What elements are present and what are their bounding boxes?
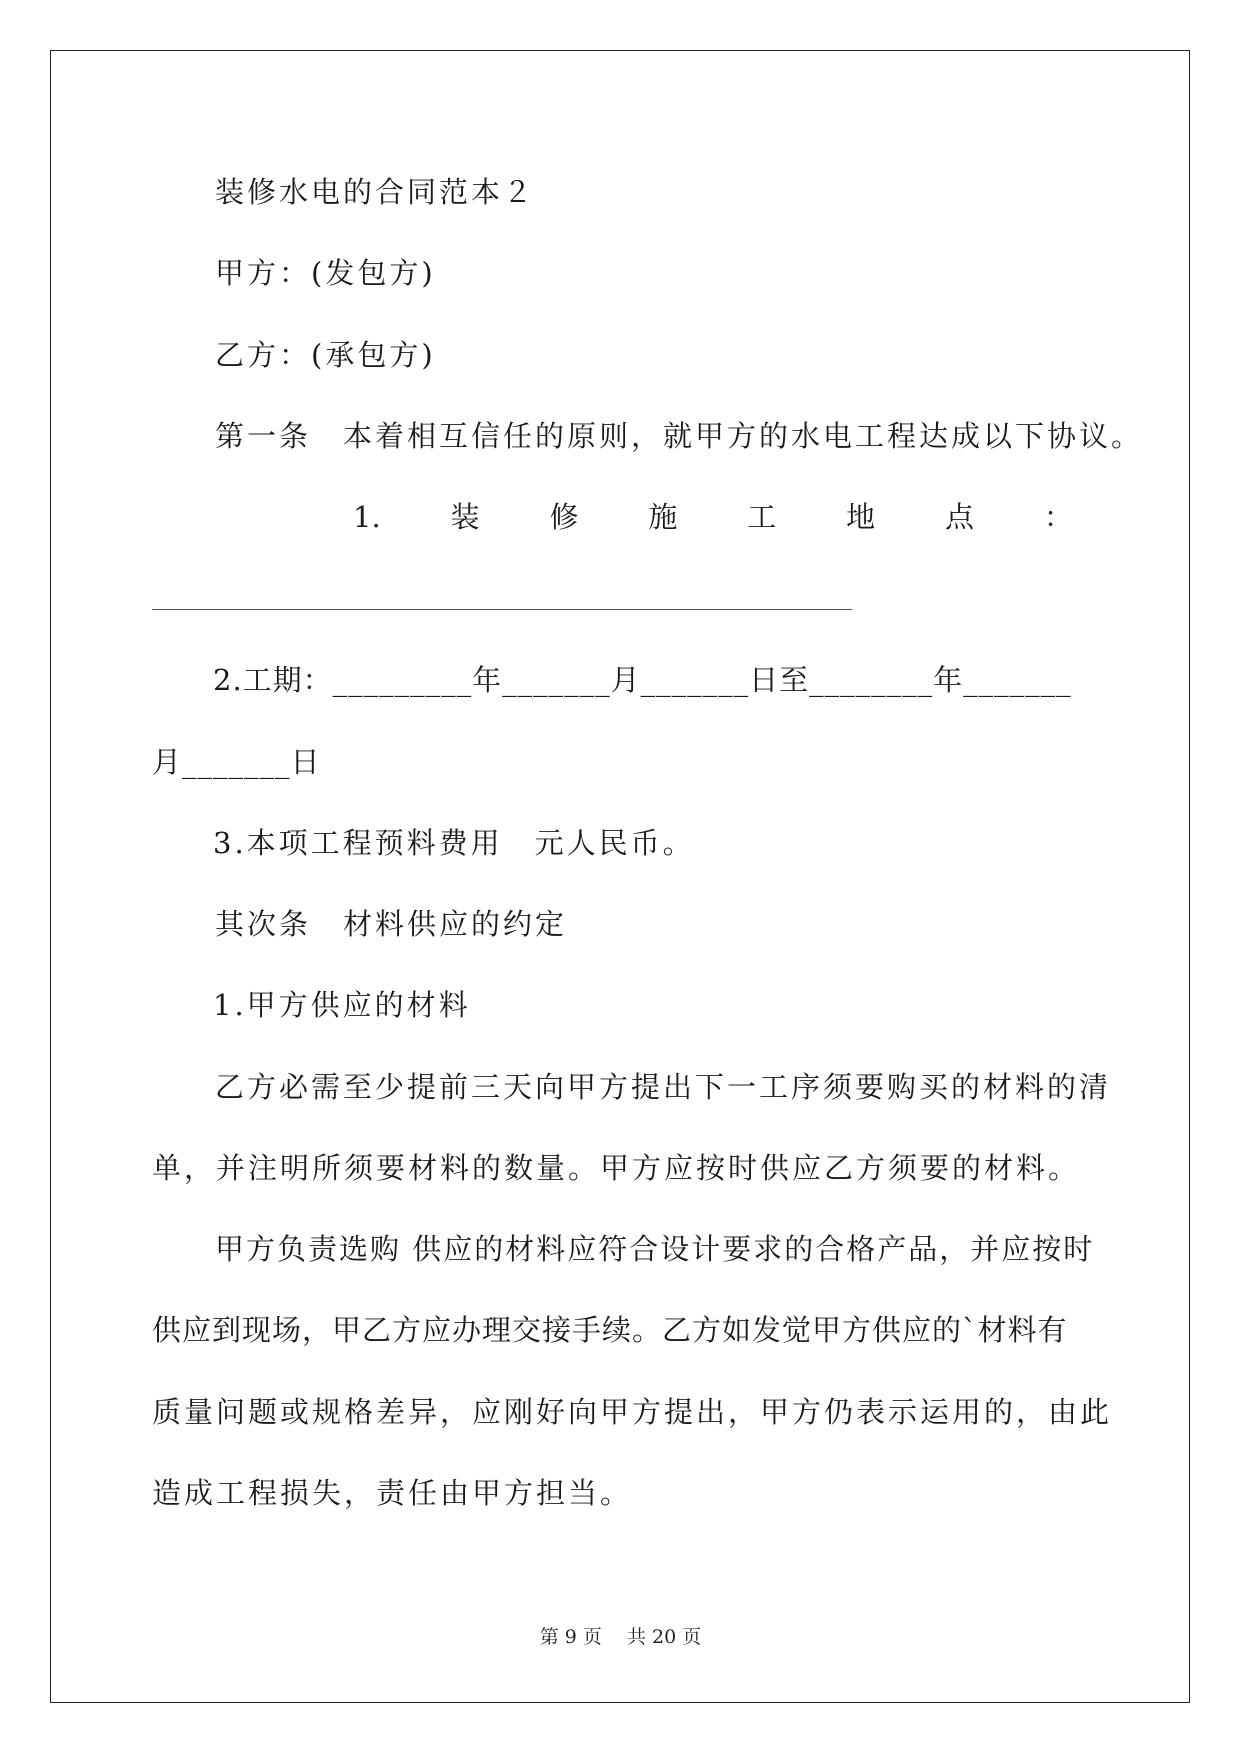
item-1-construction-site — [353, 500, 1073, 534]
item-1-part: 施 — [648, 500, 678, 534]
paragraph-2-line-3: 质量问题或规格差异，应刚好向甲方提出，甲方仍表示运用的，由此 — [152, 1395, 1113, 1429]
item-1-part: 1. — [353, 500, 381, 534]
item-3-cost: 3.本项工程预料费用 元人民币。 — [213, 826, 695, 860]
item-2-period-line-1: 2.工期：_________年_______月_______日至________年_______ — [213, 663, 1072, 697]
article-1: 第一条 本着相互信任的原则，就甲方的水电工程达成以下协议。 — [215, 419, 1144, 453]
item-1-part: 装 — [450, 500, 480, 534]
article-2: 其次条 材料供应的约定 — [215, 907, 568, 941]
item-1-part: 工 — [747, 500, 777, 534]
paragraph-1-line-1: 乙方必需至少提前三天向甲方提出下一工序须要购买的材料的清 — [215, 1070, 1112, 1104]
item-1-part: 修 — [549, 500, 579, 534]
item-2-period-line-2: 月_______日 — [152, 745, 321, 779]
party-a: 甲方：(发包方) — [215, 256, 436, 290]
paragraph-1-line-2: 单，并注明所须要材料的数量。甲方应按时供应乙方须要的材料。 — [152, 1151, 1081, 1185]
site-fill-in-line — [152, 609, 852, 610]
item-1-part: 点 — [945, 500, 975, 534]
paragraph-2-line-1: 甲方负责选购 供应的材料应符合设计要求的合格产品，并应按时 — [215, 1232, 1095, 1266]
paragraph-2-line-4: 造成工程损失，责任由甲方担当。 — [152, 1476, 633, 1510]
paragraph-2-line-2: 供应到现场，甲乙方应办理交接手续。乙方如发觉甲方供应的`材料有 — [152, 1313, 1068, 1347]
item-1-part: ： — [1043, 500, 1073, 534]
document-title: 装修水电的合同范本２ — [215, 175, 536, 209]
party-b: 乙方：(承包方) — [215, 338, 436, 372]
page-number-footer: 第 9 页 共 20 页 — [539, 1626, 702, 1648]
page-frame — [50, 50, 1190, 1703]
item-1-part: 地 — [846, 500, 876, 534]
sub-item-1: 1.甲方供应的材料 — [213, 988, 471, 1022]
